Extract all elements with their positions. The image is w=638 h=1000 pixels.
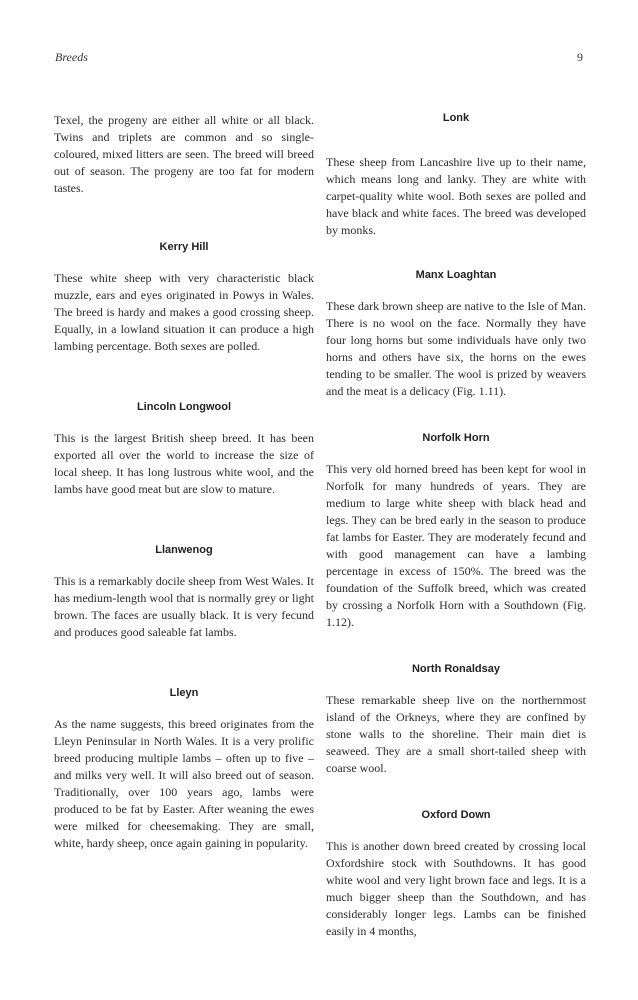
section-heading-norfolk-horn: Norfolk Horn [422, 432, 490, 444]
section-heading-manx-loaghtan: Manx Loaghtan [415, 269, 497, 281]
section-text-kerry-hill: These white sheep with very characteristic black muzzle, ears and eyes originated in Powys in Wales. The breed is hardy and makes a good crossing sheep. Equally, in a lowland situation it can produce a high lambing percentage. Both sexes are polled. [54, 271, 314, 353]
section-text-norfolk-horn: This very old horned breed has been kept for wool in Norfolk for many hundreds of years. They are medium to large white sheep with black head and legs. They can be bred early in the season to produce fat lambs for Easter. They are moderately fecund and with good management can have a lambing percentage in excess of 150%. The breed was the foundation of the Suffolk breed, which was created by crossing a Norfolk Horn with a Southdown (Fig. 1.12). [326, 462, 586, 629]
section-heading-oxford-down: Oxford Down [421, 809, 491, 821]
right-column [326, 112, 586, 940]
section-heading-north-ronaldsay: North Ronaldsay [411, 663, 500, 675]
left-column [54, 112, 314, 852]
section-text-north-ronaldsay: These remarkable sheep live on the northernmost island of the Orkneys, where they are confined by stone walls to the shoreline. Their main diet is seaweed. They are a small short-tailed sheep with coarse wool. [326, 693, 586, 775]
running-header [55, 50, 583, 70]
section-text-lincoln-longwool: This is the largest British sheep breed. It has been exported all over the world to increase the size of local sheep. It has long lustrous white wool, and the lambs have good meat but are slow to mature. [54, 431, 314, 496]
section-heading-lleyn: Lleyn [169, 687, 199, 699]
section-text-lonk: These sheep from Lancashire live up to their name, which means long and lanky. They are white with carpet-quality white wool. Both sexes are polled and have black and white faces. The breed was developed by monks. [326, 155, 586, 237]
section-text-llanwenog: This is a remarkably docile sheep from West Wales. It has medium-length wool that is normally grey or light brown. The faces are usually black. It is very fecund and produces good saleable fat lambs. [54, 574, 314, 639]
section-text-lleyn: As the name suggests, this breed originates from the Lleyn Peninsular in North Wales. It is a very prolific breed producing multiple lambs – often up to five – and milks very well. It will also breed out of season. Traditionally, over 100 years ago, lambs were produced to be fat by Easter. After weaning the ewes were milked for cheesemaking. They are small, white, hardy sheep, once again gaining in popularity. [54, 717, 314, 850]
page-number: 9 [577, 50, 583, 64]
section-text-manx-loaghtan: These dark brown sheep are native to the Isle of Man. There is no wool on the face. Normally they have four long horns but some individuals have only two horns and others have six, the horns on the ewes tending to be smaller. The wool is prized by weavers and the meat is a delicacy (Fig. 1.11). [326, 299, 586, 398]
section-heading-lincoln-longwool: Lincoln Longwool [136, 401, 232, 413]
section-heading-llanwenog: Llanwenog [155, 544, 213, 556]
running-title: Breeds [55, 50, 88, 64]
section-heading-lonk: Lonk [442, 112, 470, 124]
section-heading-kerry-hill: Kerry Hill [159, 241, 209, 253]
section-text-oxford-down: This is another down breed created by crossing local Oxfordshire stock with Southdowns. It has good white wool and very light brown face and legs. It is a much bigger sheep than the Southdown, and has considerably longer legs. Lambs can be finished easily in 4 months, [326, 839, 586, 938]
intro-paragraph: Texel, the progeny are either all white or all black. Twins and triplets are common and so single-coloured, mixed litters are seen. The breed will breed out of season. The progeny are too fat for modern tastes. [54, 113, 314, 195]
